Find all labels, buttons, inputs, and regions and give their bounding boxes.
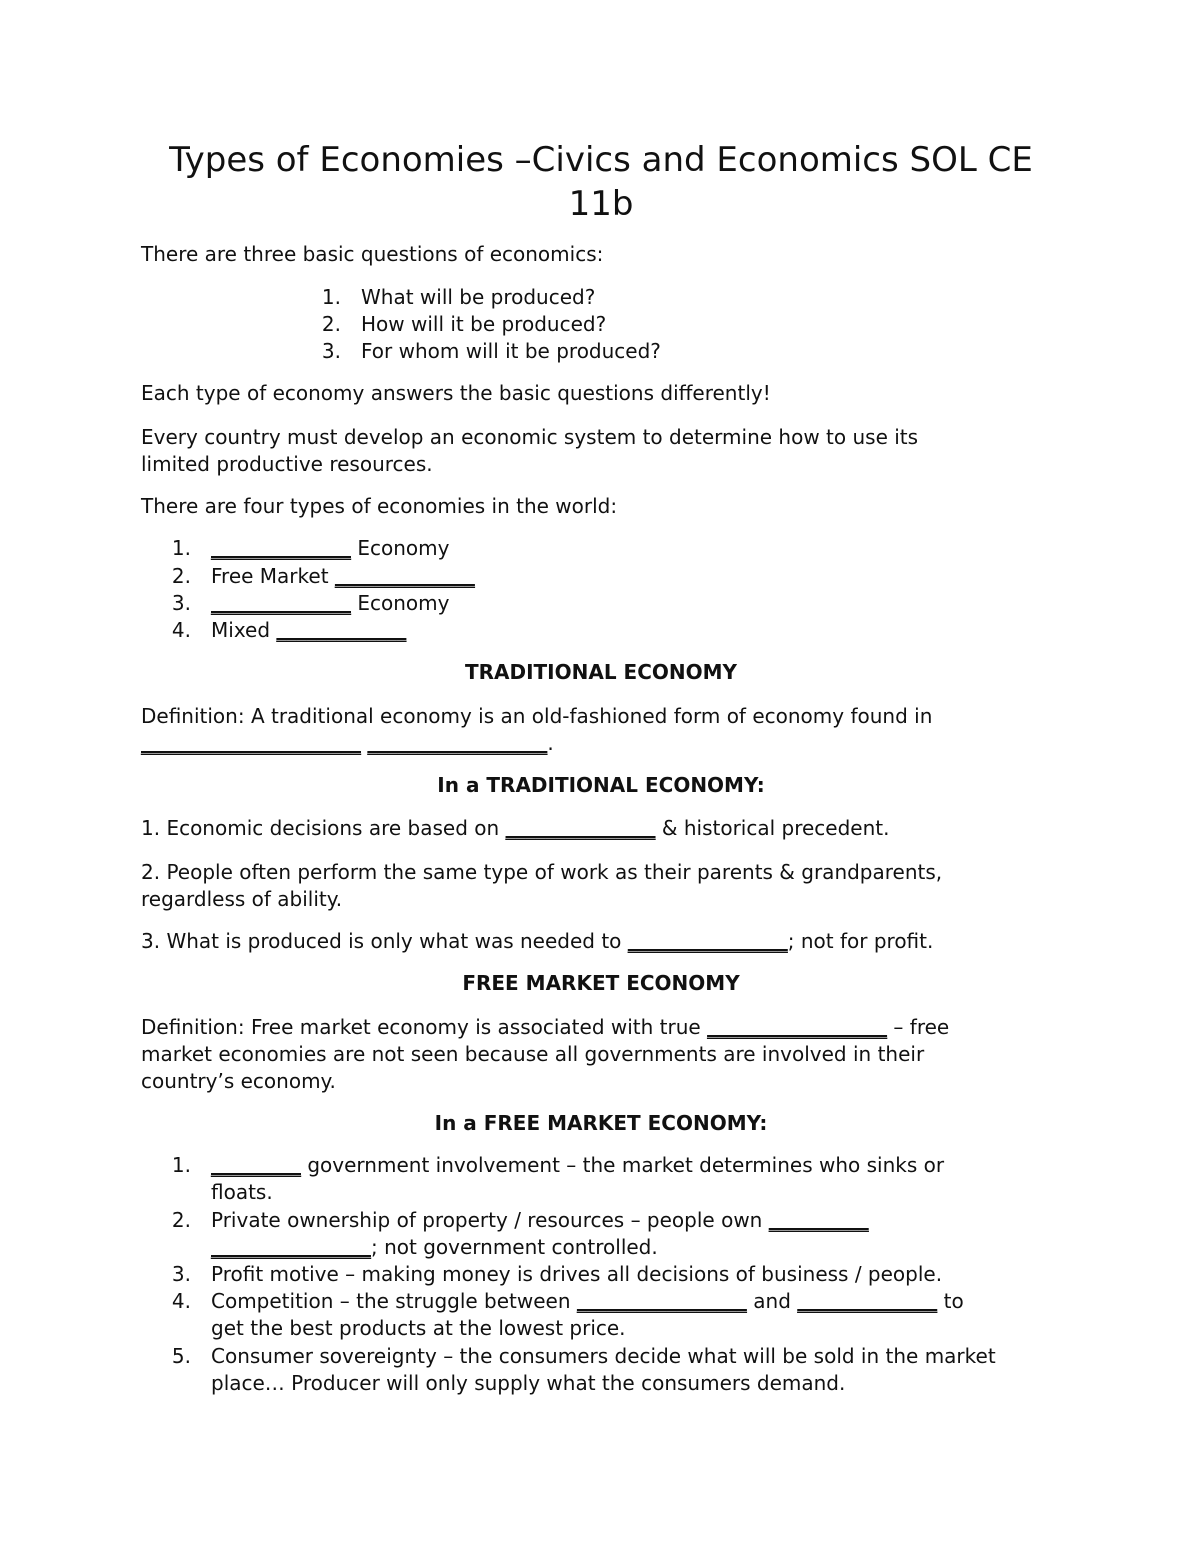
section-heading-free-market: FREE MARKET ECONOMY — [462, 971, 740, 995]
section-heading-traditional: TRADITIONAL ECONOMY — [464, 660, 738, 684]
point-text: 1. Economic decisions are based on — [141, 816, 506, 840]
definition-text: – free — [887, 1015, 950, 1039]
item-text: Private ownership of property / resources – people own — [211, 1208, 769, 1232]
item-text: and — [746, 1289, 798, 1313]
basic-question — [311, 311, 606, 338]
item-text: government involvement – the market determines who sinks or — [301, 1153, 945, 1177]
item-text: Economy — [351, 591, 450, 615]
definition-text: country’s economy. — [141, 1069, 336, 1093]
list-number: 2. — [321, 312, 341, 336]
subheading-traditional: In a TRADITIONAL ECONOMY: — [437, 773, 765, 797]
definition-text: market economies are not seen because all governments are involved in their — [141, 1042, 925, 1066]
list-number: 5. — [171, 1344, 191, 1368]
fill-in-blank[interactable]: _________________ — [576, 1289, 747, 1313]
list-number: 1. — [171, 1153, 191, 1177]
point-text: & historical precedent. — [655, 816, 890, 840]
free-market-item — [161, 1207, 869, 1261]
traditional-point — [141, 859, 942, 913]
fill-in-blank[interactable]: ______________ — [211, 591, 351, 615]
fill-in-blank[interactable]: _______________ — [505, 816, 656, 840]
traditional-point — [141, 815, 889, 842]
fill-in-blank[interactable]: __________ — [768, 1208, 869, 1232]
question-text: What will be produced? — [361, 285, 596, 309]
paragraph-four-types: There are four types of economies in the world: — [141, 494, 618, 518]
list-number: 2. — [171, 1208, 191, 1232]
item-text: to — [937, 1289, 964, 1313]
item-text: Free Market — [211, 564, 335, 588]
item-text: Competition – the struggle between — [211, 1289, 577, 1313]
item-text: ; not government controlled. — [371, 1235, 658, 1259]
traditional-definition — [141, 703, 932, 757]
economy-type-item — [161, 563, 475, 590]
item-text: floats. — [211, 1180, 273, 1204]
free-market-item — [161, 1288, 964, 1342]
item-text: Consumer sovereignty – the consumers decide what will be sold in the market — [211, 1344, 996, 1368]
point-text: ; not for profit. — [787, 929, 934, 953]
list-number: 3. — [171, 591, 191, 615]
fill-in-blank[interactable]: ________________ — [211, 1235, 371, 1259]
point-text: regardless of ability. — [141, 887, 343, 911]
item-text: Profit motive – making money is drives all decisions of business / people. — [211, 1262, 943, 1286]
paragraph-each-type: Each type of economy answers the basic questions differently! — [141, 381, 771, 405]
traditional-point — [141, 928, 933, 955]
definition-text: Definition: Free market economy is associated with true — [141, 1015, 708, 1039]
fill-in-blank[interactable]: ________________ — [627, 929, 788, 953]
fill-in-blank[interactable]: __________________ — [367, 731, 548, 755]
fill-in-blank[interactable]: _________ — [211, 1153, 301, 1177]
page-title — [141, 138, 1061, 226]
item-text: get the best products at the lowest price. — [211, 1316, 626, 1340]
fill-in-blank[interactable]: ______________ — [334, 564, 475, 588]
definition-text: . — [547, 731, 554, 755]
item-text: place… Producer will only supply what the consumers demand. — [211, 1371, 846, 1395]
item-text: Economy — [351, 536, 450, 560]
list-number: 1. — [171, 536, 191, 560]
free-market-item — [161, 1152, 944, 1206]
intro-text: There are three basic questions of economics: — [141, 242, 604, 266]
question-text: How will it be produced? — [361, 312, 607, 336]
fill-in-blank[interactable]: ______________ — [797, 1289, 938, 1313]
paragraph-line: limited productive resources. — [141, 452, 433, 476]
fill-in-blank[interactable]: ______________ — [211, 536, 351, 560]
economy-type-item — [161, 590, 449, 617]
title-line-1: Types of Economies –Civics and Economics SOL CE — [169, 140, 1033, 180]
list-number: 2. — [171, 564, 191, 588]
fill-in-blank[interactable]: __________________ — [707, 1015, 888, 1039]
free-market-item — [161, 1261, 942, 1288]
free-market-definition — [141, 1014, 949, 1095]
title-line-2: 11b — [568, 184, 634, 224]
list-number: 3. — [171, 1262, 191, 1286]
fill-in-blank[interactable]: ______________________ — [141, 731, 361, 755]
item-text: Mixed — [211, 618, 277, 642]
basic-question — [311, 338, 661, 365]
list-number: 4. — [171, 1289, 191, 1313]
paragraph-line: Every country must develop an economic system to determine how to use its — [141, 425, 919, 449]
subheading-free-market: In a FREE MARKET ECONOMY: — [434, 1111, 768, 1135]
free-market-item — [161, 1343, 996, 1397]
point-text: 3. What is produced is only what was needed to — [141, 929, 628, 953]
economy-type-item — [161, 617, 406, 644]
list-number: 3. — [321, 339, 341, 363]
list-number: 4. — [171, 618, 191, 642]
fill-in-blank[interactable]: _____________ — [276, 618, 407, 642]
paragraph-every-country — [141, 424, 918, 478]
basic-question — [311, 284, 595, 311]
economy-type-item — [161, 535, 449, 562]
definition-text: Definition: A traditional economy is an old-fashioned form of economy found in — [141, 704, 933, 728]
point-text: 2. People often perform the same type of work as their parents & grandparents, — [141, 860, 943, 884]
question-text: For whom will it be produced? — [361, 339, 661, 363]
list-number: 1. — [321, 285, 341, 309]
